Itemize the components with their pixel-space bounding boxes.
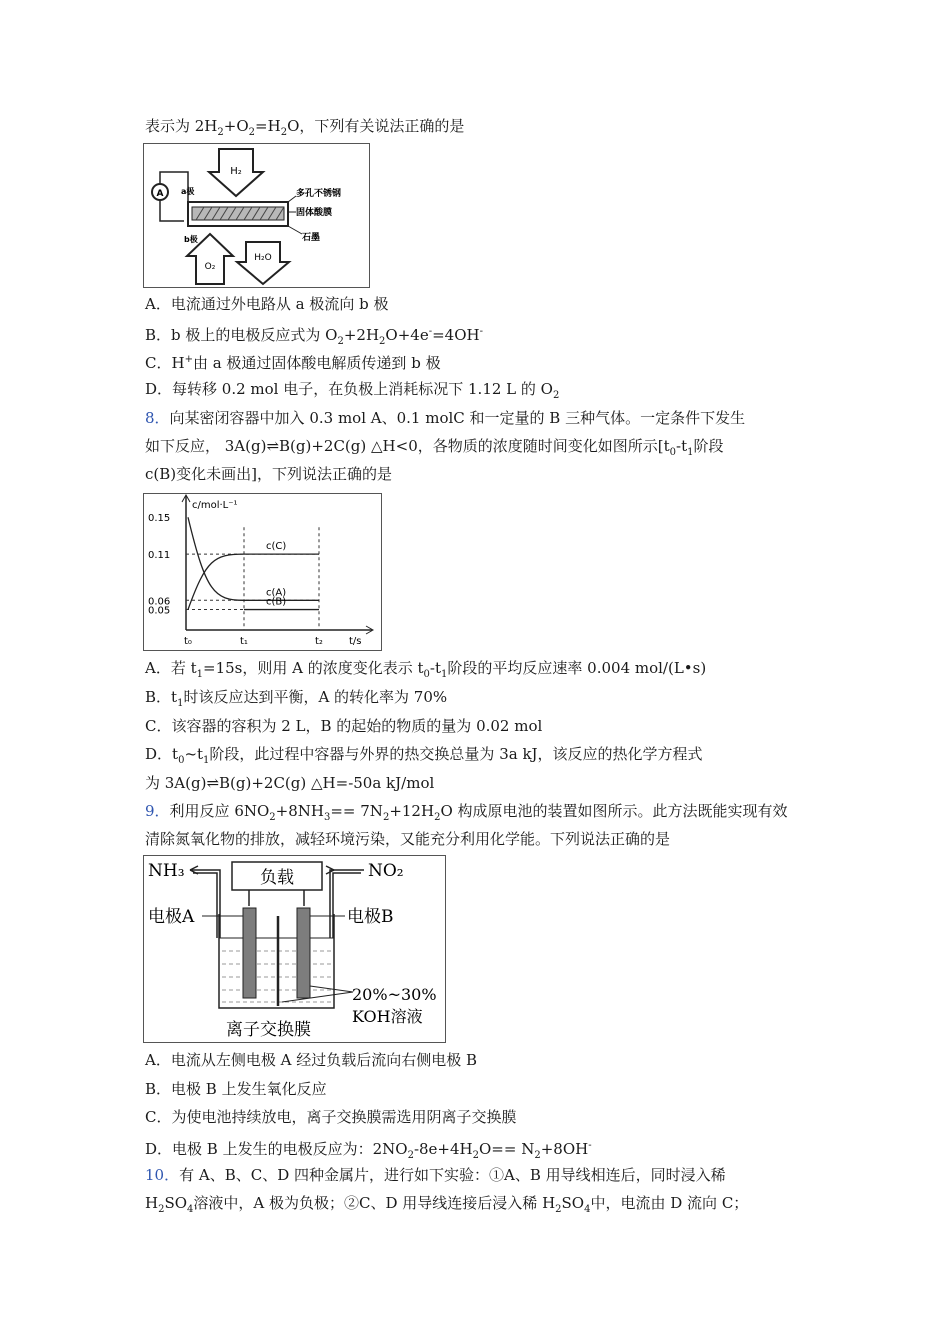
solid-acid-membrane (192, 207, 284, 220)
series-label: c(B) (266, 596, 287, 608)
koh-label: KOH溶液 (352, 1007, 423, 1026)
q7-stem: 表示为 $2H_2+O_2=H_2O$，下列有关说法正确的是 (145, 117, 465, 138)
y-axis-label: c/mol·L⁻¹ (192, 500, 238, 511)
series-label: c(C) (266, 541, 287, 553)
q9-line1: 9．利用反应 $6NO_2+8NH_3== 7N_2+12H_2O$ 构成原电池的装置如图所示。此方法既能实现有效 (145, 802, 788, 823)
b-pole-label: b极 (184, 235, 198, 244)
koh-conc-label: 20%~30% (352, 985, 437, 1004)
q8-option-d-line1: D．$t_0\sim t_1$阶段，此过程中容器与外界的热交换总量为 3a kJ，该反应的热化学方程式 (145, 745, 703, 766)
no2-label: NO₂ (368, 861, 404, 881)
q8-number: 8． (145, 409, 170, 427)
q9-number: 9． (145, 802, 170, 820)
q7-option-d: D．每转移 0.2 mol 电子，在负极上消耗标况下 1.12 L 的 $O_2$ (145, 380, 560, 401)
q8-option-b: B．$t_1$时该反应达到平衡，A 的转化率为 70% (145, 688, 448, 709)
electrode-b-label: 电极B (347, 907, 394, 927)
h2o-label: H₂O (254, 253, 272, 263)
membrane-label: 固体酸膜 (296, 208, 333, 218)
concentration-chart (143, 493, 382, 651)
electrode-a (243, 908, 256, 998)
load-label: 负载 (260, 868, 294, 888)
q9-line2: 清除氮氧化物的排放，减轻环境污染，又能充分利用化学能。下列说法正确的是 (145, 830, 671, 848)
x-axis-label: t/s (349, 636, 362, 647)
q10-number: 10． (145, 1166, 180, 1184)
fuel-cell-figure (143, 143, 370, 288)
q8-option-c: C．该容器的容积为 2 L，B 的起始的物质的量为 0.02 mol (145, 717, 543, 735)
x-tick-label: t₀ (184, 636, 192, 647)
series-line (188, 554, 319, 609)
q8-option-d-line2: 为 3A(g)⇌B(g)+2C(g) △H=-50a kJ/mol (145, 774, 435, 792)
container (219, 914, 334, 1008)
y-tick-label: 0.05 (148, 605, 171, 617)
q8-line1: 8．向某密闭容器中加入 0.3 mol A、0.1 molC 和一定量的 B 三种气体。一定条件下发生 (145, 409, 746, 427)
series-label: c(A) (266, 587, 287, 599)
y-tick-label: 0.06 (148, 596, 171, 608)
q10-line1: 10．有 A、B、C、D 四种金属片，进行如下实验：①A、B 用导线相连后，同时浸入稀 (145, 1166, 726, 1184)
q7-option-a: A．电流通过外电路从 a 极流向 b 极 (145, 295, 389, 313)
q9-option-c: C．为使电池持续放电，离子交换膜需选用阴离子交换膜 (145, 1108, 517, 1126)
q9-option-d: D．电极 B 上发生的电极反应为：$2NO_2-8e+4H_2O== N_2+8OH^-$ (145, 1140, 592, 1161)
nh3-label: NH₃ (148, 861, 185, 881)
y-tick-label: 0.11 (148, 550, 171, 562)
o2-label: O₂ (204, 262, 216, 272)
membrane-label: 离子交换膜 (226, 1020, 311, 1040)
h2-label: H₂ (230, 166, 242, 177)
x-tick-label: t₂ (315, 636, 323, 647)
q9-option-b: B．电极 B 上发生氧化反应 (145, 1080, 327, 1098)
battery-figure (143, 855, 446, 1043)
series-line (188, 517, 319, 600)
q10-line2: $H_2SO_4$溶液中，A 极为负极；②C、D 用导线连接后浸入稀 $H_2SO_4$中，电流由 D 流向 C； (145, 1194, 749, 1215)
y-tick-label: 0.15 (148, 513, 171, 525)
h2o-arrow-icon (237, 242, 289, 284)
ammeter-label: A (156, 189, 164, 199)
q7-option-c: C．H+由 a 极通过固体酸电解质传递到 b 极 (145, 354, 441, 372)
q8-line2: 如下反应， 3A(g)⇌B(g)+2C(g) △H<0，各物质的浓度随时间变化如图所示[$t_0-t_1$阶段 (145, 437, 724, 458)
electrode-b (297, 908, 310, 998)
steel-label: 多孔不锈钢 (296, 189, 342, 199)
electrode-a-label: 电极A (148, 907, 195, 927)
x-tick-label: t₁ (240, 636, 248, 647)
q7-option-b: B．b 极上的电极反应式为 $O_2+2H_2O+4e^-=4OH^-$ (145, 326, 483, 347)
a-pole-label: a极 (181, 187, 195, 196)
q8-line3: c(B)变化未画出]，下列说法正确的是 (145, 465, 392, 483)
q9-option-a: A．电流从左侧电极 A 经过负载后流向右侧电极 B (145, 1051, 477, 1069)
q8-option-a: A．若 $t_1=15s$，则用 A 的浓度变化表示 $t_0-t_1$阶段的平均反应速率 0.004 mol/(L•s) (145, 659, 707, 680)
graphite-label: 石墨 (302, 233, 321, 243)
